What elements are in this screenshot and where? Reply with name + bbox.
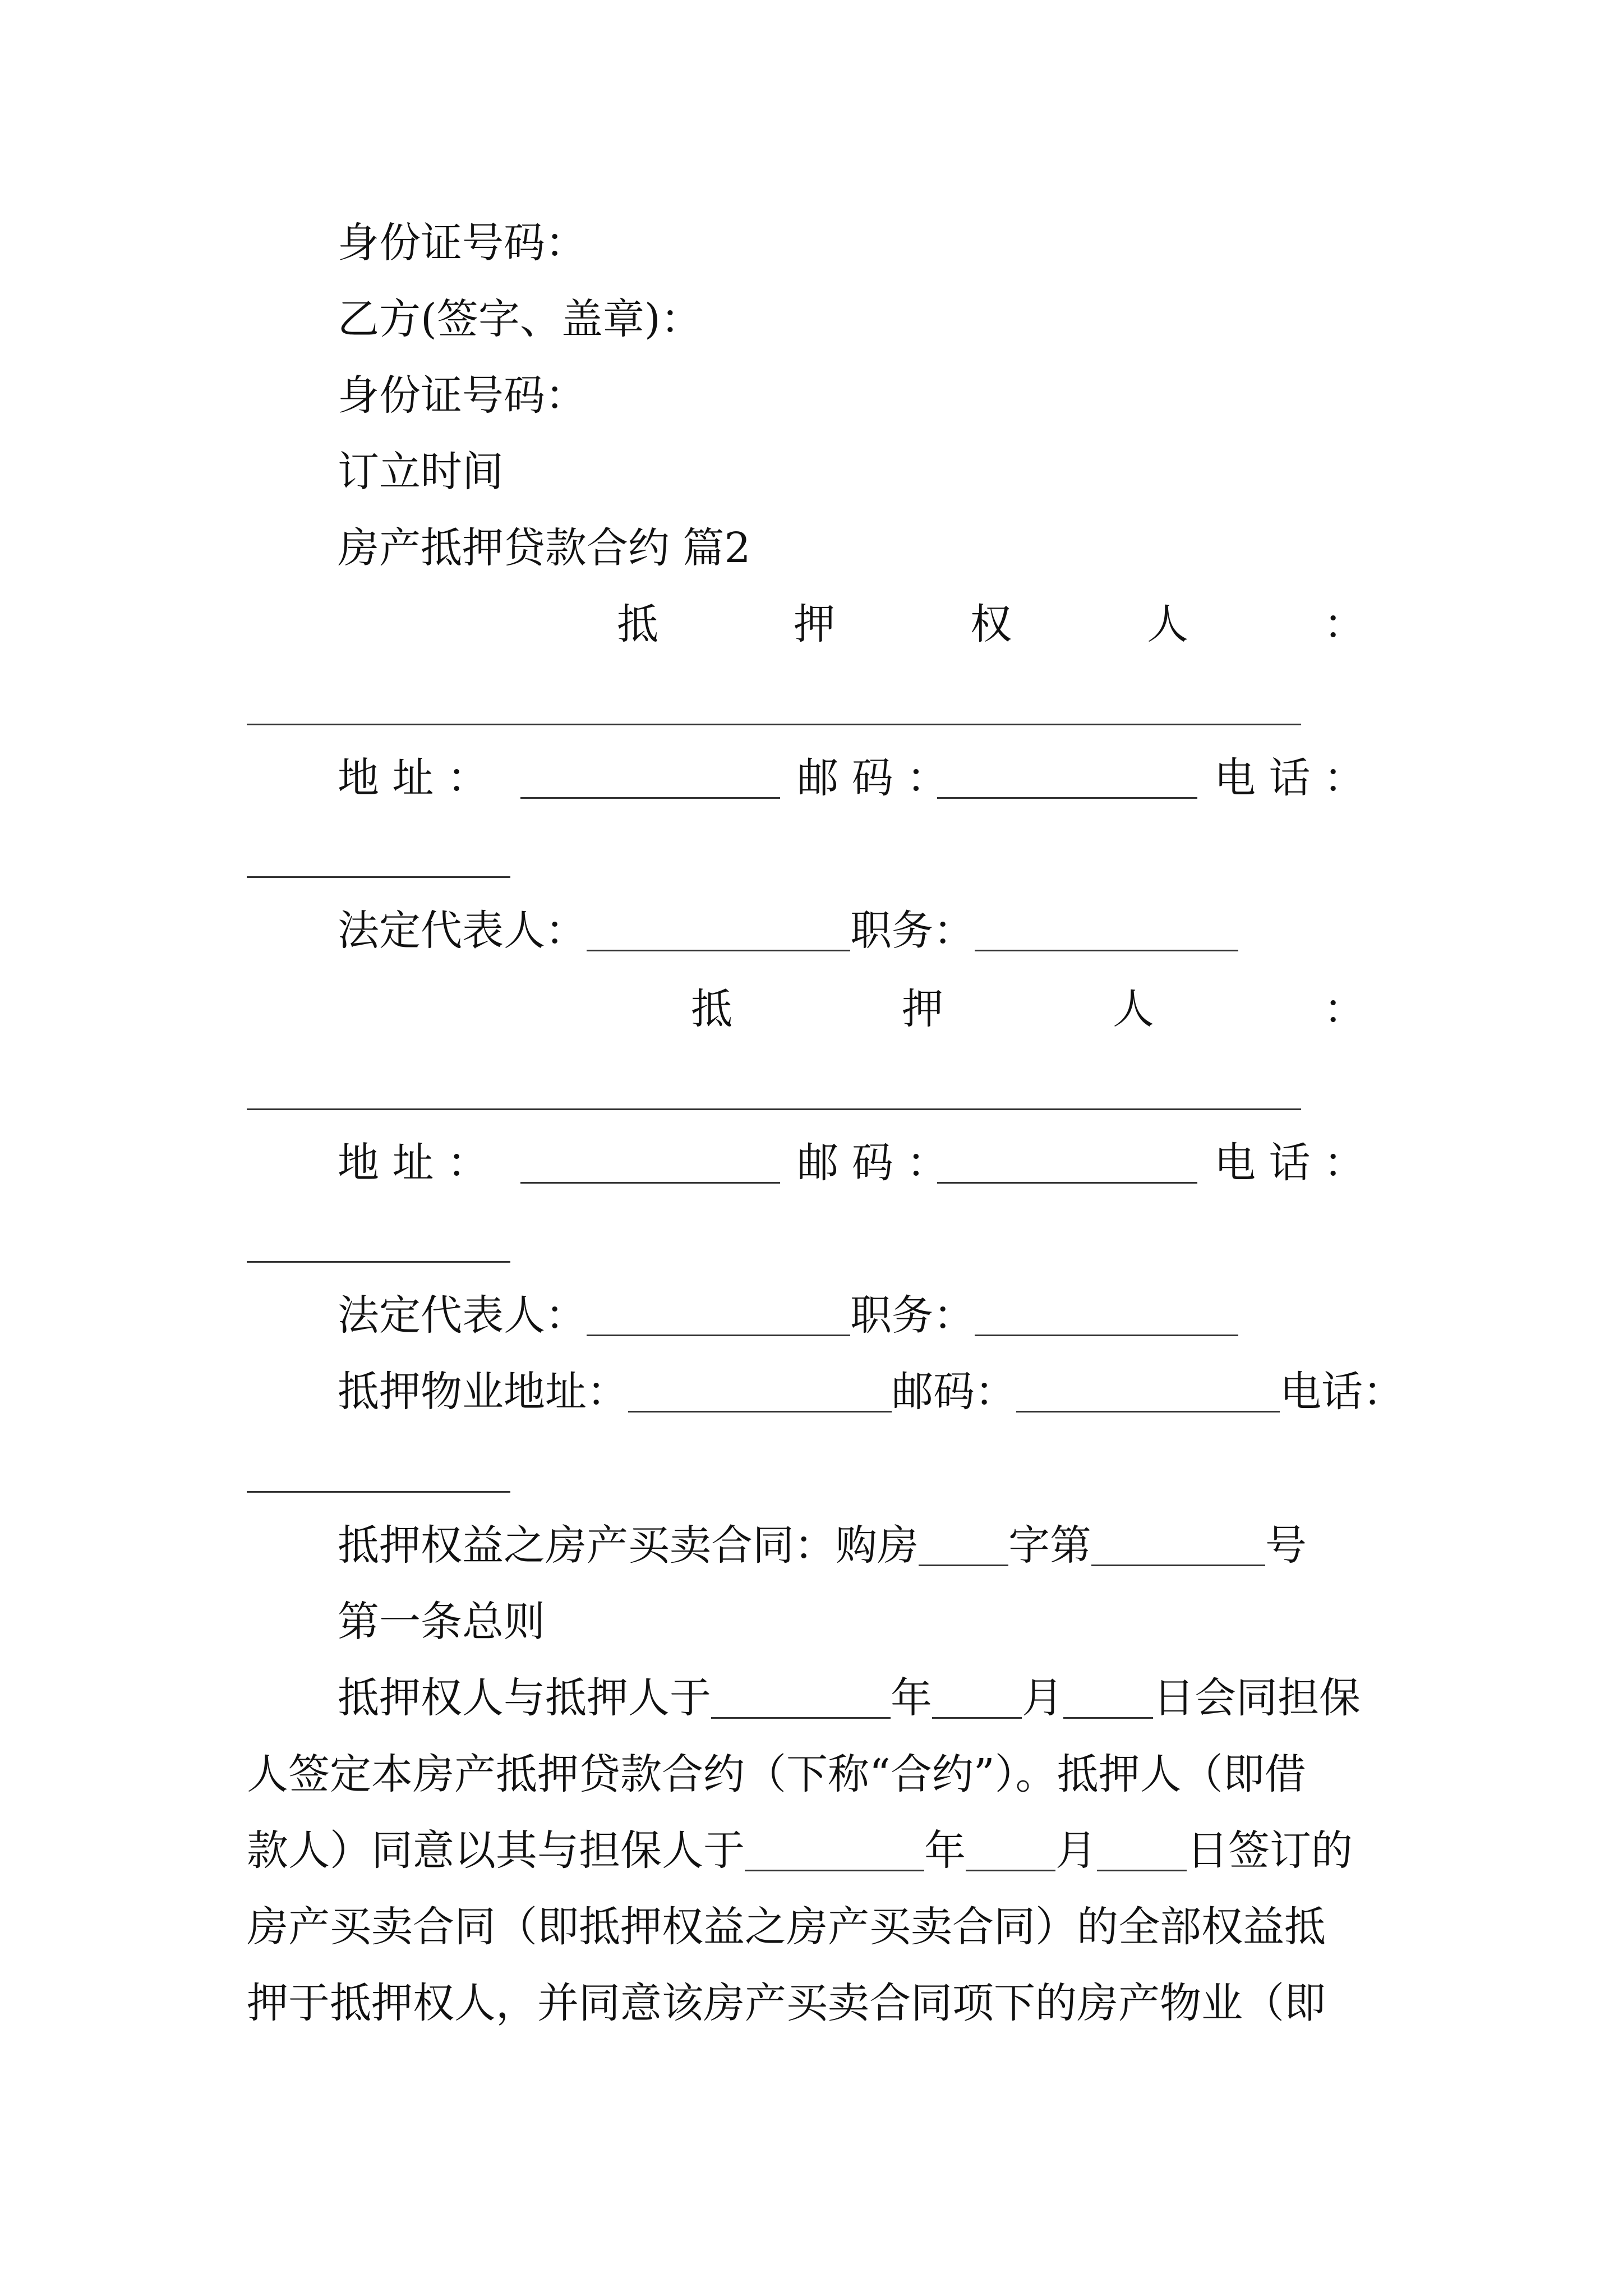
tel-label: 电 话 ： — [1214, 754, 1365, 802]
paragraph-text: 年 — [924, 1826, 966, 1875]
mortgagor-contact-row — [338, 1139, 1365, 1187]
mortgagor-char: 抵 — [691, 985, 732, 1033]
property-address-blank — [628, 1377, 892, 1412]
tel-label: 电话： — [1280, 1368, 1404, 1416]
paragraph-text: 年 — [891, 1674, 932, 1722]
day-blank — [1063, 1683, 1153, 1719]
mortgagor-char: ： — [1324, 985, 1365, 1033]
paragraph-line-5: 押于抵押权人，并同意该房产买卖合同项下的房产物业（即 — [247, 1979, 1326, 2027]
mortgagor-legal-rep-row — [338, 1291, 1238, 1340]
paragraph-text: 月 — [1022, 1674, 1063, 1722]
paragraph-line-1 — [338, 1674, 1361, 1722]
zip-blank — [937, 1148, 1197, 1184]
party-b-signature-label: 乙方(签字、盖章)： — [338, 295, 702, 343]
position-label: 职务： — [850, 907, 975, 955]
mortgagee-heading — [617, 600, 1365, 648]
paragraph-text: 月 — [1055, 1826, 1097, 1875]
paragraph-text: 款人）同意以其与担保人于 — [247, 1826, 745, 1875]
tel-blank-1 — [247, 876, 510, 878]
property-address-row — [338, 1368, 1404, 1416]
paragraph-line-3 — [247, 1826, 1353, 1875]
signing-time-label: 订立时间 — [338, 448, 504, 496]
contract-ref-blank-2 — [1091, 1531, 1265, 1566]
mortgagee-legal-rep-row — [338, 907, 1238, 955]
mortgagee-name-line — [247, 724, 1301, 725]
zip-blank — [1016, 1377, 1280, 1412]
mortgagee-char: 权 — [970, 600, 1012, 648]
year-blank — [711, 1683, 891, 1719]
mortgagor-char: 人 — [1113, 985, 1154, 1033]
zip-blank — [937, 763, 1197, 799]
tel-label: 电 话 ： — [1214, 1139, 1365, 1187]
address-blank — [520, 1148, 781, 1184]
legal-rep-blank — [587, 1301, 850, 1336]
month-blank — [932, 1683, 1022, 1719]
zip-label: 邮码： — [892, 1368, 1016, 1416]
mortgagee-char: ： — [1324, 600, 1365, 648]
legal-rep-label: 法定代表人： — [338, 907, 587, 955]
address-label: 地 址 ： — [338, 754, 489, 802]
property-address-label: 抵押物业地址： — [338, 1368, 628, 1416]
contract-ref-text: 号 — [1265, 1521, 1307, 1570]
contract-ref-blank-1 — [919, 1531, 1008, 1566]
id-number-label-1: 身份证号码： — [338, 219, 587, 267]
paragraph-text: 日签订的 — [1187, 1826, 1353, 1875]
zip-label: 邮 码 ： — [797, 754, 948, 802]
position-blank — [975, 1301, 1238, 1336]
paragraph-text: 抵押权人与抵押人于 — [338, 1674, 711, 1722]
address-label: 地 址 ： — [338, 1139, 489, 1187]
month-blank — [966, 1836, 1055, 1871]
contract-ref-text: 字第 — [1008, 1521, 1091, 1570]
position-blank — [975, 916, 1238, 951]
mortgagee-char: 押 — [794, 600, 835, 648]
paragraph-line-4: 房产买卖合同（即抵押权益之房产买卖合同）的全部权益抵 — [247, 1903, 1326, 1951]
mortgagor-name-line — [247, 1108, 1301, 1110]
paragraph-line-2: 人签定本房产抵押贷款合约（下称“合约”）。抵押人（即借 — [247, 1750, 1306, 1798]
contract-ref-text: 抵押权益之房产买卖合同：购房 — [338, 1521, 919, 1570]
section-title: 房产抵押贷款合约 篇2 — [338, 524, 751, 572]
tel-blank-3 — [247, 1491, 510, 1493]
mortgagor-heading — [691, 985, 1365, 1033]
paragraph-text: 日会同担保 — [1153, 1674, 1361, 1722]
address-blank — [520, 763, 781, 799]
tel-blank-2 — [247, 1261, 510, 1263]
day-blank — [1097, 1836, 1187, 1871]
article-heading: 第一条总则 — [338, 1598, 545, 1646]
zip-label: 邮 码 ： — [797, 1139, 948, 1187]
contract-reference-row — [338, 1521, 1307, 1570]
position-label: 职务： — [850, 1291, 975, 1340]
id-number-label-2: 身份证号码： — [338, 371, 587, 420]
legal-rep-blank — [587, 916, 850, 951]
mortgagee-char: 人 — [1147, 600, 1188, 648]
mortgagee-contact-row — [338, 754, 1365, 802]
mortgagee-char: 抵 — [617, 600, 658, 648]
year-blank — [745, 1836, 924, 1871]
legal-rep-label: 法定代表人： — [338, 1291, 587, 1340]
mortgagor-char: 押 — [902, 985, 943, 1033]
